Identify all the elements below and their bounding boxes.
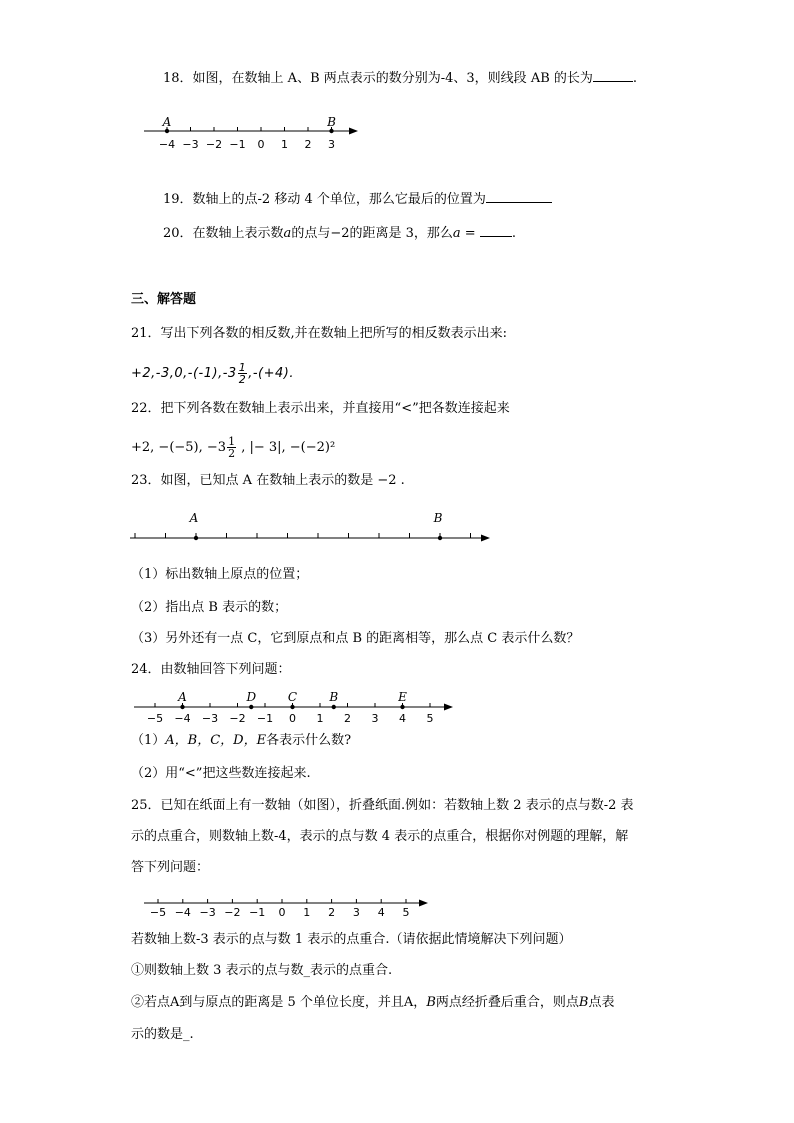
tick-label: −4 (158, 138, 176, 151)
tick-label: −2 (205, 138, 223, 151)
q20-answer-blank[interactable] (480, 222, 512, 237)
q18-number-line (140, 110, 370, 155)
arrow-icon (444, 704, 453, 711)
q18-stem: 18．如图，在数轴上 A、B 两点表示的数分别为-4、3，则线段 AB 的长为 (163, 71, 593, 86)
tick-label: 5 (426, 712, 434, 725)
q18-answer-blank[interactable] (593, 67, 633, 82)
tick-label: −3 (182, 138, 199, 151)
q22-expression: +2, −(−5), −3 $\frac{1}{2}$ , |− 3|, −(−2)² (131, 435, 336, 460)
q25-line7: 示的数是_. (131, 1027, 194, 1042)
tick-label: 3 (352, 906, 360, 919)
tick-label: 0 (257, 138, 265, 151)
point-b-dot (438, 536, 442, 540)
section-title: 三、解答题 (131, 292, 197, 307)
point-b-label: B (327, 115, 336, 129)
point-a-dot (194, 536, 198, 540)
tick-label: −5 (146, 712, 164, 725)
tick-label: −3 (199, 906, 216, 919)
q25-line2: 示的点重合，则数轴上数-4，表示的点与数 4 表示的点重合，根据你对例题的理解，解 (131, 829, 629, 844)
q23-sub3: （3）另外还有一点 C，它到原点和点 B 的距离相等，那么点 C 表示什么数？ (131, 631, 580, 646)
q20-text: 20．在数轴上表示数a的点与−2的距离是 3，那么a = . (163, 222, 516, 243)
q23-sub1: （1）标出数轴上原点的位置； (131, 567, 309, 582)
q19-text: 19．数轴上的点-2 移动 4 个单位，那么它最后的位置为 (163, 188, 552, 209)
point-a-dot (165, 129, 169, 133)
q25-line4: 若数轴上数-3 表示的点与数 1 表示的点重合.（请依据此情境解决下列问题） (131, 932, 572, 947)
point-d-dot (249, 705, 253, 709)
tick-label: −2 (229, 712, 246, 725)
q25-line1: 25．已知在纸面上有一数轴（如图），折叠纸面.例如：若数轴上数 2 表示的点与数-2 表 (131, 798, 634, 813)
point-d-label: D (246, 690, 257, 704)
q23-number-line (130, 505, 500, 550)
q24-sub1: （1）A，B，C，D，E各表示什么数? (131, 733, 352, 748)
q24-number-line (130, 683, 460, 725)
tick-label: −1 (249, 906, 266, 919)
tick-label: 1 (316, 712, 324, 725)
q21-expression: +2,-3,0,-(-1),-3 $\frac{1}{2}$ ,-(+4). (131, 361, 294, 386)
q19-answer-blank[interactable] (486, 188, 552, 203)
arrow-icon (419, 900, 428, 907)
tick-label: −4 (174, 906, 191, 919)
q23-sub2: （2）指出点 B 表示的数； (131, 600, 288, 615)
tick-label: 1 (303, 906, 311, 919)
point-e-dot (400, 705, 404, 709)
tick-label: −1 (229, 138, 246, 151)
tick-label: −5 (149, 906, 167, 919)
q23-text: 23．如图，已知点 A 在数轴上表示的数是 −2 . (131, 473, 405, 488)
tick-label: 5 (402, 906, 410, 919)
tick-label: 2 (328, 906, 336, 919)
tick-label: −2 (224, 906, 241, 919)
point-b-label: B (433, 511, 443, 525)
tick-label: 0 (278, 906, 286, 919)
arrow-icon (481, 535, 490, 542)
tick-label: 4 (377, 906, 385, 919)
tick-label: 3 (371, 712, 379, 725)
q25-line5: ①则数轴上数 3 表示的点与数_表示的点重合. (131, 963, 393, 978)
tick-label: 4 (399, 712, 406, 725)
point-c-dot (290, 705, 294, 709)
tick-label: −4 (174, 712, 191, 725)
point-a-label: A (189, 511, 199, 525)
point-c-label: C (287, 690, 298, 704)
point-b-dot (332, 705, 336, 709)
tick-label: 2 (344, 712, 351, 725)
q24-text: 24．由数轴回答下列问题： (131, 662, 291, 677)
q18-text: 18．如图，在数轴上 A、B 两点表示的数分别为-4、3，则线段 AB 的长为 . (163, 67, 637, 88)
q22-text: 22．把下列各数在数轴上表示出来，并直接用“<”把各数连接起来 (131, 401, 510, 416)
tick-label: −1 (256, 712, 274, 725)
point-a-dot (180, 705, 184, 709)
tick-label: −3 (201, 712, 219, 725)
point-a-label: A (162, 115, 172, 129)
point-b-label: B (329, 690, 339, 704)
q21-text: 21．写出下列各数的相反数,并在数轴上把所写的相反数表示出来: (131, 326, 508, 341)
q25-line6: ②若点A到与原点的距离是 5 个单位长度，并且A，B两点经折叠后重合，则点B点表 (131, 995, 615, 1010)
tick-label: 2 (304, 138, 312, 151)
q24-sub2: （2）用“<”把这些数连接起来. (131, 766, 311, 781)
point-a-label: A (178, 690, 187, 704)
q25-line3: 答下列问题： (131, 860, 210, 875)
arrow-icon (349, 128, 358, 135)
fraction: $\frac{1}{2}$ (228, 435, 236, 460)
point-b-dot (329, 129, 333, 133)
q25-number-line (140, 893, 440, 923)
fraction: $\frac{1}{2}$ (238, 361, 247, 386)
tick-label: 0 (289, 712, 296, 725)
point-e-label: E (398, 690, 407, 704)
tick-label: 3 (328, 138, 335, 151)
tick-label: 1 (281, 138, 288, 151)
